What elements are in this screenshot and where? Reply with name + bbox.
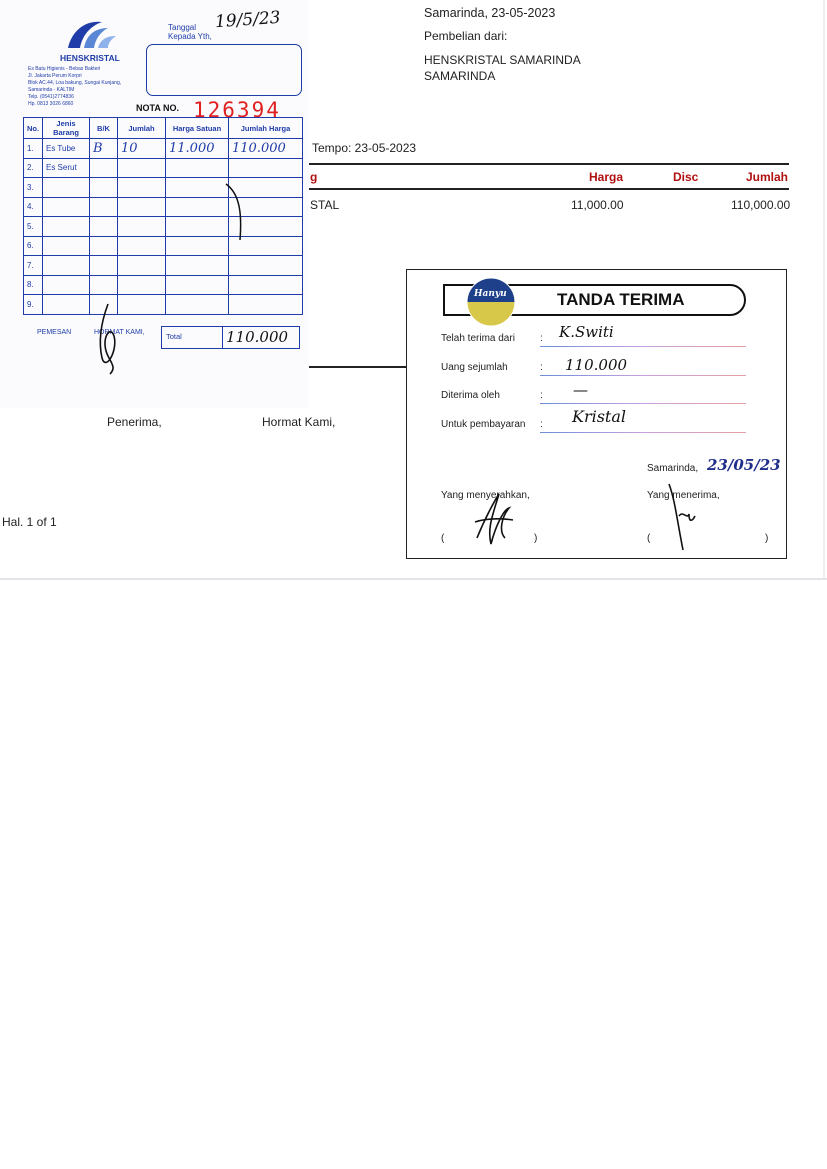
nota-header-harga-satuan: Harga Satuan (166, 118, 229, 139)
nota-cell-item (43, 275, 90, 295)
henskristal-logo-icon (62, 16, 118, 50)
invoice-col-jumlah: Jumlah (746, 170, 789, 184)
nota-cell-price (166, 158, 229, 178)
nota-address-1: Es Batu Higienis - Bebas Bakteri (28, 66, 101, 72)
nota-cell-no: 1. (24, 139, 43, 159)
invoice-tempo: Tempo: 23-05-2023 (312, 141, 417, 155)
nota-kepada-label: Kepada Yth, (168, 32, 212, 41)
tt-paren-close-right: ) (765, 533, 769, 544)
tt-line-2 (540, 375, 746, 376)
nota-cell-bk (90, 197, 118, 217)
nota-cell-bk (90, 178, 118, 198)
nota-total-label: Total (166, 332, 182, 341)
nota-kepada-box (146, 44, 302, 96)
nota-cell-no: 4. (24, 197, 43, 217)
nota-header-bk: B/K (90, 118, 118, 139)
nota-cell-qty (118, 178, 166, 198)
nota-address-4: Samarinda - KALTIM (28, 87, 75, 93)
invoice-col-harga: Harga (589, 170, 624, 184)
nota-cell-no: 7. (24, 256, 43, 276)
menerima-signature-icon (659, 480, 699, 554)
nota-header-no: No. (24, 118, 43, 139)
nota-cell-item (43, 256, 90, 276)
nota-cell-price (166, 295, 229, 315)
nota-tanggal-value: 19/5/23 (214, 7, 282, 33)
nota-cell-total (229, 295, 303, 315)
tt-colon-1: : (540, 333, 543, 344)
nota-number: 126394 (193, 98, 281, 122)
nota-cell-total (229, 158, 303, 178)
tt-paren-close-left: ) (534, 533, 538, 544)
nota-cell-no: 6. (24, 236, 43, 256)
nota-cell-qty (118, 197, 166, 217)
nota-address-6: Hp. 0813 3026 6860 (28, 101, 74, 107)
pemesan-signature-icon (88, 300, 138, 380)
nota-address-2: Jl. Jakarta Perum Korpri (28, 73, 82, 79)
nota-cell-qty (118, 256, 166, 276)
tt-line-4 (540, 432, 746, 433)
tanda-terima-title: TANDA TERIMA (557, 290, 685, 309)
nota-cell-no: 8. (24, 275, 43, 295)
tt-label-diterima: Diterima oleh (441, 390, 500, 401)
nota-cell-qty: 10 (118, 139, 166, 159)
invoice-supplier-city: SAMARINDA (424, 69, 496, 83)
tt-date: 23/05/23 (707, 456, 781, 474)
paper-edge (0, 578, 827, 580)
invoice-place-date: Samarinda, 23-05-2023 (424, 6, 556, 20)
nota-table-row (24, 295, 303, 315)
nota-cell-qty (118, 158, 166, 178)
nota-cell-item (43, 236, 90, 256)
tt-value-diterima: — (573, 381, 588, 399)
nota-cell-bk (90, 217, 118, 237)
tt-label-uang: Uang sejumlah (441, 362, 508, 373)
invoice-header-rule-bottom (300, 188, 789, 190)
tt-label-pembayaran: Untuk pembayaran (441, 419, 526, 430)
nota-cell-total (229, 256, 303, 276)
nota-cell-qty (118, 236, 166, 256)
nota-table-row (24, 275, 303, 295)
nota-cell-no: 3. (24, 178, 43, 198)
nota-table-row (24, 139, 303, 159)
nota-cell-qty (118, 217, 166, 237)
paper-right-edge (823, 0, 825, 578)
tt-menerima: Yang menerima, (647, 490, 720, 501)
nota-cell-price: 11.000 (166, 139, 229, 159)
tt-value-telah-terima: K.Switi (559, 323, 614, 341)
nota-cell-price (166, 236, 229, 256)
nota-brand: HENSKRISTAL (60, 53, 120, 63)
nota-pemesan: PEMESAN (37, 329, 72, 336)
hanyu-logo-text: Hanyu (474, 289, 507, 299)
nota-cell-no: 5. (24, 217, 43, 237)
nota-cell-item: Es Tube (43, 139, 90, 159)
nota-pen-stroke-icon (222, 180, 252, 244)
nota-header-jenis: Jenis Barang (43, 118, 90, 139)
nota-cell-total (229, 275, 303, 295)
nota-table-row (24, 256, 303, 276)
nota-table-header (24, 118, 303, 139)
nota-table-row (24, 217, 303, 237)
menyerahkan-signature-icon (469, 488, 519, 548)
tanda-terima-receipt (406, 269, 787, 559)
nota-cell-item (43, 178, 90, 198)
tt-place: Samarinda, (647, 463, 699, 474)
tt-value-uang: 110.000 (565, 356, 628, 374)
nota-table-row (24, 197, 303, 217)
nota-header-jumlah-harga: Jumlah Harga (229, 118, 303, 139)
invoice-row-jumlah: 110,000.00 (731, 198, 791, 212)
invoice-supplier-name: HENSKRISTAL SAMARINDA (424, 53, 581, 67)
nota-cell-bk (90, 275, 118, 295)
nota-cell-item (43, 217, 90, 237)
invoice-row-item: STAL (310, 198, 340, 212)
nota-table-body (24, 139, 303, 315)
invoice-penerima: Penerima, (107, 415, 162, 429)
nota-table (23, 117, 303, 315)
nota-table-row (24, 158, 303, 178)
nota-header-jumlah: Jumlah (118, 118, 166, 139)
nota-cell-price (166, 197, 229, 217)
nota-cell-price (166, 256, 229, 276)
nota-cell-price (166, 217, 229, 237)
nota-tanggal-label: Tanggal (168, 23, 197, 32)
nota-cell-qty (118, 275, 166, 295)
nota-cell-bk (90, 158, 118, 178)
nota-hormat-kami: HORMAT KAMI, (94, 329, 145, 336)
nota-cell-price (166, 275, 229, 295)
tt-paren-open-right: ( (647, 533, 651, 544)
invoice-pembelian-label: Pembelian dari: (424, 29, 508, 43)
nota-cell-item (43, 295, 90, 315)
nota-total-box (161, 326, 300, 349)
nota-cell-bk: B (90, 139, 118, 159)
nota-table-row (24, 178, 303, 198)
nota-address-3: Blok AC.44, Loa bakung, Sungai Kunjang, (28, 80, 122, 86)
nota-cell-no: 2. (24, 158, 43, 178)
nota-cell-item: Es Serut (43, 158, 90, 178)
nota-cell-total: 110.000 (229, 139, 303, 159)
nota-receipt (0, 0, 309, 408)
nota-cell-bk (90, 236, 118, 256)
hanyu-logo-icon (465, 276, 517, 328)
tt-colon-3: : (540, 390, 543, 401)
tt-line-1 (540, 346, 746, 347)
nota-table-row (24, 236, 303, 256)
nota-address-5: Telp. (0541)2774836 (28, 94, 74, 100)
invoice-row-harga: 11,000.00 (571, 198, 624, 212)
tt-colon-2: : (540, 362, 543, 373)
tt-label-telah-terima: Telah terima dari (441, 333, 515, 344)
invoice-footer-rule (309, 366, 407, 368)
nota-cell-item (43, 197, 90, 217)
invoice-page-number: Hal. 1 of 1 (2, 515, 57, 529)
tt-value-pembayaran: Kristal (572, 407, 627, 426)
invoice-hormat-kami: Hormat Kami, (262, 415, 336, 429)
nota-total-value: 110.000 (226, 328, 289, 346)
invoice-header-rule-top (300, 163, 789, 165)
nota-cell-no: 9. (24, 295, 43, 315)
nota-cell-price (166, 178, 229, 198)
invoice-col-disc: Disc (673, 170, 699, 184)
invoice-col-nama: g (310, 170, 318, 184)
tt-menyerahkan: Yang menyerahkan, (441, 490, 530, 501)
tt-paren-open-left: ( (441, 533, 445, 544)
nota-cell-bk (90, 256, 118, 276)
nota-number-label: NOTA NO. (136, 103, 179, 113)
tt-line-3 (540, 403, 746, 404)
tt-colon-4: : (540, 419, 543, 430)
